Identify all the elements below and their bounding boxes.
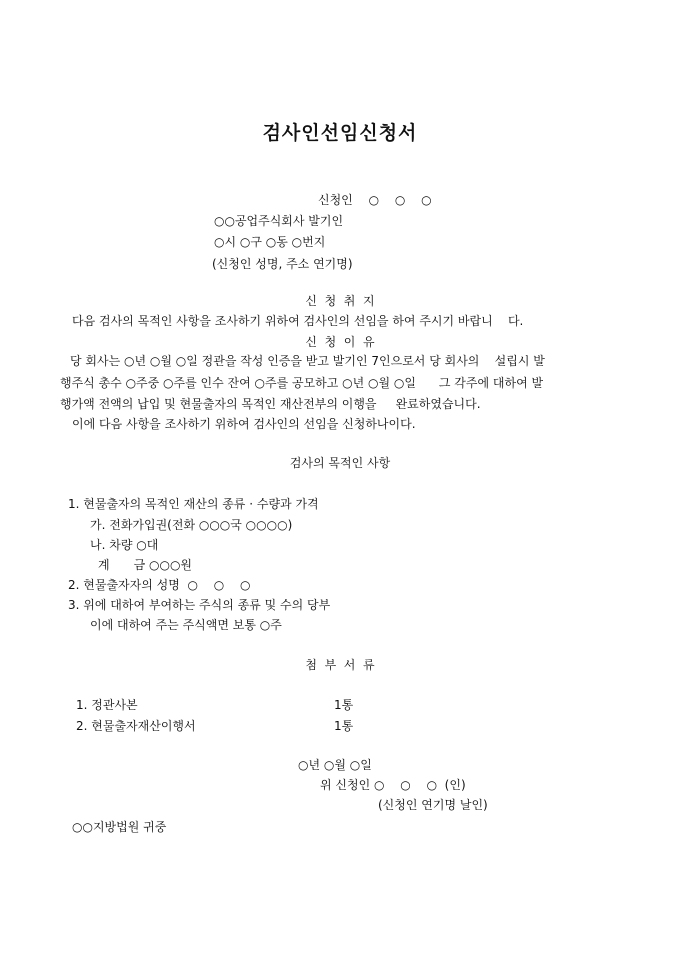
inspection-item-total: 계 금 ○○○원 — [98, 558, 193, 572]
reason-line-4: 이에 다음 사항을 조사하기 위하여 검사인의 선임을 신청하나이다. — [72, 417, 416, 431]
attachment-2-name: 2. 현물출자재산이행서 — [76, 719, 196, 733]
inspection-item-1b: 나. 차량 ○대 — [90, 538, 159, 552]
court-addressee: ○○지방법원 귀중 — [72, 820, 167, 834]
applicant-note: (신청인 성명, 주소 연기명) — [212, 257, 353, 271]
inspection-item-2: 2. 현물출자자의 성명 ○ ○ ○ — [68, 578, 251, 592]
reason-line-1: 당 회사는 ○년 ○월 ○일 정관을 작성 인증을 받고 발기인 7인으로서 당 회사의 설립시 발 — [70, 354, 545, 368]
footer-date: ○년 ○월 ○일 — [298, 758, 372, 772]
reason-line-2: 행주식 총수 ○주중 ○주를 인수 잔여 ○주를 공모하고 ○년 ○월 ○일 그 각주에 대하여 발 — [60, 376, 544, 390]
attachments-heading: 첨 부 서 류 — [305, 658, 375, 672]
attachment-1-qty: 1통 — [334, 698, 354, 712]
purpose-heading: 신 청 취 지 — [305, 294, 375, 308]
reason-heading: 신 청 이 유 — [305, 335, 375, 349]
applicant-label: 신청인 ○ ○ ○ — [318, 193, 432, 207]
attachment-1-name: 1. 정관사본 — [76, 698, 138, 712]
inspection-item-3: 3. 위에 대하여 부여하는 주식의 종류 및 수의 당부 — [68, 598, 331, 612]
inspection-item-1: 1. 현물출자의 목적인 재산의 종류 · 수량과 가격 — [68, 497, 319, 511]
reason-line-3: 행가액 전액의 납입 및 현물출자의 목적인 재산전부의 이행을 완료하였습니다. — [60, 397, 481, 411]
inspection-heading: 검사의 목적인 사항 — [289, 456, 391, 470]
applicant-address: ○시 ○구 ○동 ○번지 — [214, 235, 326, 249]
footer-applicant: 위 신청인 ○ ○ ○ (인) — [320, 778, 466, 792]
applicant-company: ○○공업주식회사 발기인 — [214, 214, 344, 228]
document-title: 검사인선임신청서 — [262, 122, 418, 144]
inspection-item-3a: 이에 대하여 주는 주식액면 보통 ○주 — [90, 618, 282, 632]
inspection-item-1a: 가. 전화가입권(전화 ○○○국 ○○○○) — [90, 518, 293, 532]
footer-seal-note: (신청인 연기명 날인) — [378, 798, 488, 812]
purpose-text: 다음 검사의 목적인 사항을 조사하기 위하여 검사인의 선임을 하여 주시기 바랍니 다. — [72, 314, 524, 328]
attachment-2-qty: 1통 — [334, 719, 354, 733]
